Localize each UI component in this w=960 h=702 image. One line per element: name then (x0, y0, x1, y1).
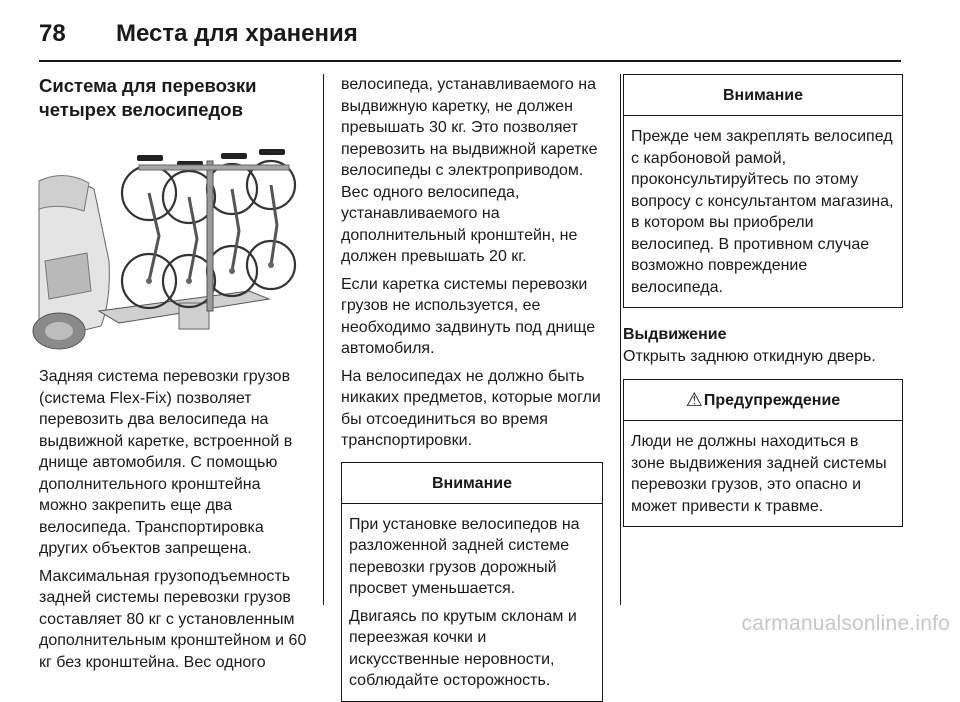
column-divider-1 (323, 74, 324, 605)
notice-text: Двигаясь по крутым склонам и переезжая кочки и искусственные неровности, соблюдайте осторожность. (349, 607, 577, 689)
notice-title: Внимание (624, 75, 902, 116)
header-rule (39, 60, 901, 62)
column-left (39, 74, 307, 679)
column-divider-2 (620, 74, 621, 605)
subheading: Выдвижение (623, 326, 727, 343)
section-heading-line2: четырех велосипедов (39, 99, 243, 120)
warning-title-text: Предупреждение (703, 392, 841, 409)
warning-title (624, 380, 902, 421)
notice-box (341, 462, 603, 702)
warning-icon: ⚠ (685, 390, 703, 411)
page-number: 78 (39, 20, 66, 47)
bicycle-carrier-icon (39, 141, 303, 353)
notice-text: Прежде чем закреплять велосипед с карбоновой рамой, проконсультируйтесь по этому вопросу с консультантом магазина, в котором вы приобрели велосипед. В противном случае возможно повреждение велосипеда. (631, 128, 894, 296)
column-middle (341, 74, 603, 702)
notice-title: Внимание (342, 463, 602, 504)
paragraph: Если каретка системы перевозки грузов не используется, ее необходимо задвинуть под днище автомобиля. (341, 275, 596, 357)
paragraph: На велосипедах не должно быть никаких предметов, которые могли бы отсоединиться во время транспортировки. (341, 367, 601, 449)
column-right (623, 74, 903, 527)
paragraph: Открыть заднюю откидную дверь. (623, 347, 876, 365)
paragraph: велосипеда, устанавливаемого на выдвижную каретку, не должен превышать 30 кг. Это позволяет перевозить на выдвижной каретке велосипеды с электроприводом. Вес одного велосипеда, устанавливаемого на дополнительный кронштейн, не должен превышать 20 кг. (341, 76, 598, 265)
bicycle-carrier-figure (39, 141, 303, 353)
notice-body (624, 116, 902, 307)
notice-body (342, 504, 602, 701)
section-heading (39, 74, 307, 122)
paragraph: Задняя система перевозки грузов (система Flex-Fix) позволяет перевозить два велосипеда на выдвижной каретке, встроенной в днище автомобиля. С помощью дополнительного кронштейна можно закрепить еще два велосипеда. Транспортировка других объектов запрещена. (39, 368, 293, 557)
notice-box (623, 74, 903, 308)
warning-body (624, 421, 902, 526)
warning-text: Люди не должны находиться в зоне выдвижения задней системы перевозки грузов, это опасно и может привести к травме. (631, 433, 887, 515)
page-title: Места для хранения (116, 20, 358, 47)
notice-text: При установке велосипедов на разложенной задней системе перевозки грузов дорожный просвет уменьшается. (349, 515, 580, 597)
paragraph: Максимальная грузоподъемность задней системы перевозки грузов составляет 80 кг с установленным дополнительным кронштейном и 60 кг без кронштейна. Вес одного (39, 567, 307, 671)
watermark: carmanualsonline.info (741, 612, 950, 635)
warning-box (623, 379, 903, 527)
section-heading-line1: Система для перевозки (39, 75, 257, 96)
